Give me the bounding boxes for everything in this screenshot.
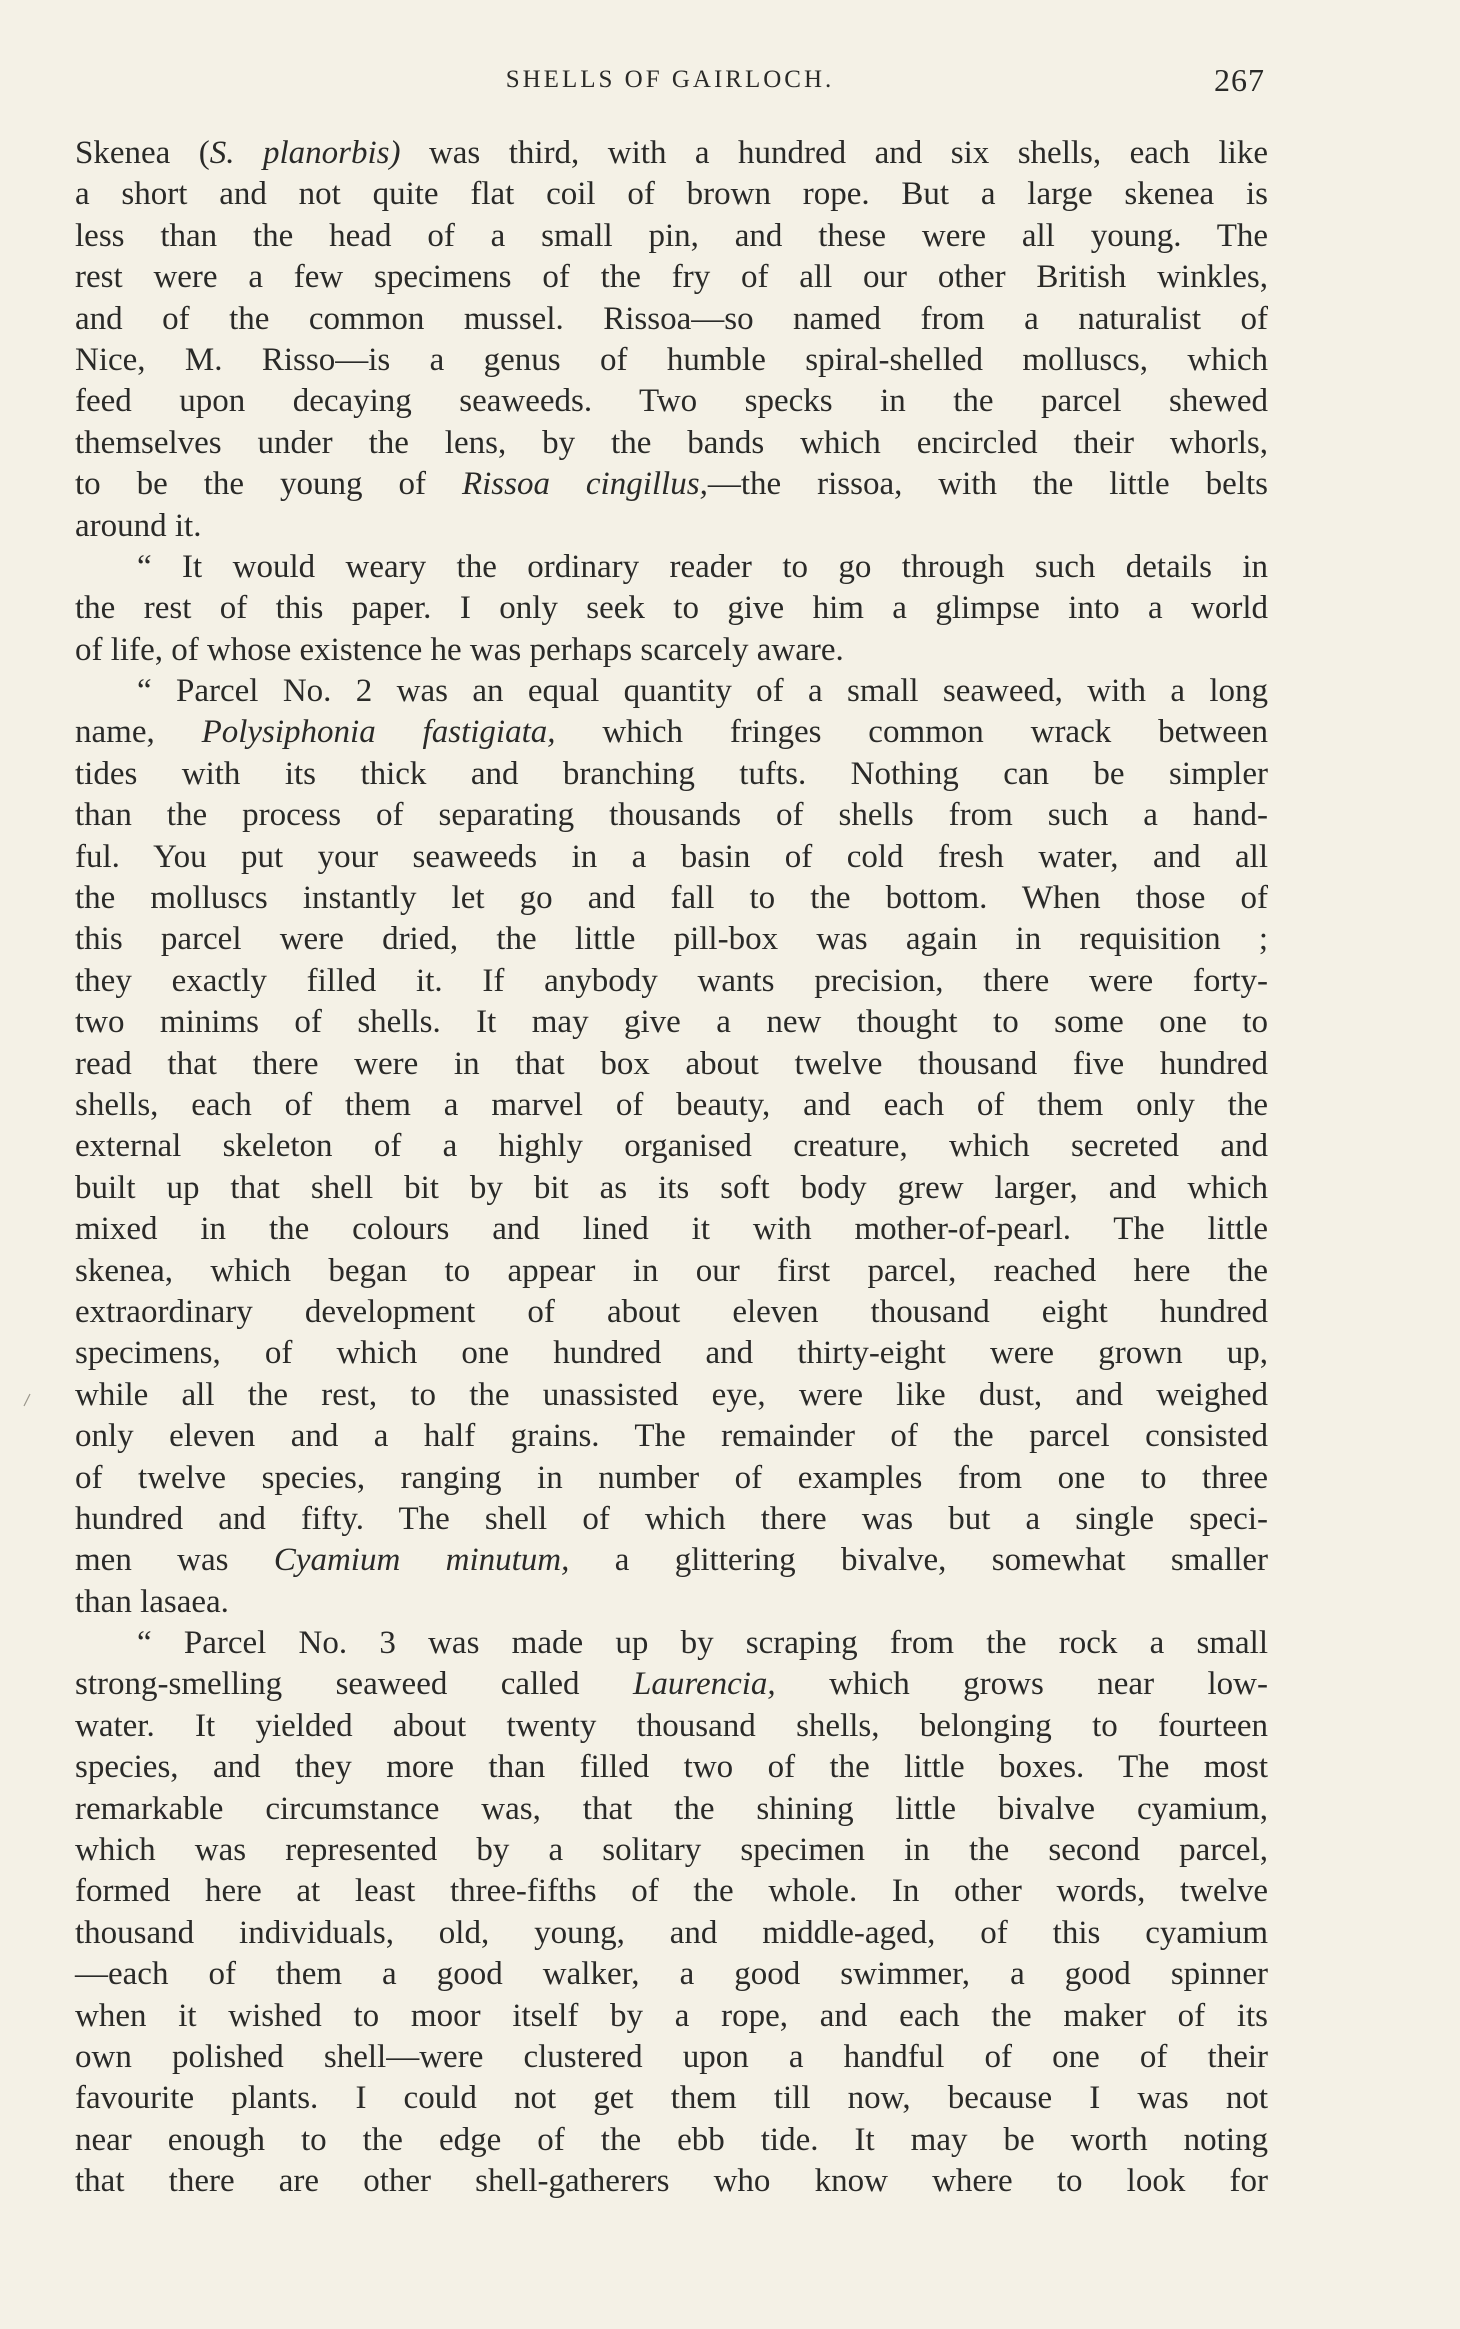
text-run: of life, of whose existence he was perhaps scarcely aware. — [75, 631, 844, 668]
italic-term: Laurencia, — [632, 1666, 776, 1703]
text-line — [75, 837, 1268, 878]
text-line — [75, 1168, 1268, 1209]
text-run: species, and they more than filled two of the little boxes. The most — [75, 1749, 1268, 1786]
text-line — [75, 1582, 1268, 1623]
text-line — [75, 754, 1268, 795]
text-run: external skeleton of a highly organised creature, which secreted and — [75, 1128, 1268, 1165]
text-run: and of the common mussel. Rissoa—so named from a naturalist of — [75, 300, 1268, 337]
text-line — [75, 2120, 1268, 2161]
text-run: Skenea ( — [75, 135, 210, 171]
text-line — [75, 1954, 1268, 1995]
text-run: around it. — [75, 507, 202, 544]
text-run: —each of them a good walker, a good swimmer, a good spinner — [75, 1956, 1268, 1993]
text-line — [75, 588, 1268, 629]
running-title: SHELLS OF GAIRLOCH. — [505, 66, 835, 93]
text-run: name, — [75, 714, 202, 751]
page-number: 267 — [1214, 62, 1265, 98]
text-line — [75, 2161, 1268, 2202]
text-line — [75, 671, 1268, 712]
text-run: which was represented by a solitary specimen in the second parcel, — [75, 1832, 1268, 1869]
text-line — [75, 133, 1268, 174]
text-line — [75, 1996, 1268, 2037]
text-run: when it wished to moor itself by a rope, and each the maker of its — [75, 1997, 1268, 2034]
text-line — [75, 1706, 1268, 1747]
text-run: formed here at least three-fifths of the whole. In other words, twelve — [75, 1873, 1268, 1910]
text-run: they exactly filled it. If anybody wants precision, there were forty- — [75, 962, 1268, 999]
italic-term: S. planorbis) — [209, 135, 401, 171]
text-run: which fringes common wrack between — [555, 714, 1269, 751]
text-line — [75, 712, 1268, 753]
text-run: strong-smelling seaweed called — [75, 1666, 633, 1703]
text-line — [75, 1416, 1268, 1457]
italic-term: Cyamium minutum, — [273, 1542, 570, 1579]
text-run: read that there were in that box about twelve thousand five hundred — [75, 1045, 1268, 1082]
text-line — [75, 1292, 1268, 1333]
text-run: mixed in the colours and lined it with mother-of-pearl. The little — [75, 1211, 1268, 1248]
text-line — [75, 961, 1268, 1002]
text-run: thousand individuals, old, young, and middle-aged, of this cyamium — [75, 1914, 1268, 1951]
text-line — [75, 2037, 1268, 2078]
text-line — [75, 2078, 1268, 2119]
text-line — [75, 1375, 1268, 1416]
running-head — [75, 62, 1265, 102]
text-line — [75, 1209, 1268, 1250]
text-run: shells, each of them a marvel of beauty, and each of them only the — [75, 1086, 1268, 1123]
text-run: “ Parcel No. 3 was made up by scraping from the rock a small — [137, 1625, 1268, 1662]
text-line — [75, 795, 1268, 836]
text-run: Nice, M. Risso—is a genus of humble spiral-shelled molluscs, which — [75, 341, 1268, 378]
text-line — [75, 919, 1268, 960]
text-line — [75, 174, 1268, 215]
text-run: was third, with a hundred and six shells, each like — [400, 135, 1268, 171]
text-line — [75, 1333, 1268, 1374]
text-run: the molluscs instantly let go and fall to the bottom. When those of — [75, 880, 1268, 917]
text-line — [75, 216, 1268, 257]
text-line — [75, 1540, 1268, 1581]
text-run: a short and not quite flat coil of brown rope. But a large skenea is — [75, 176, 1268, 213]
text-run: —the rissoa, with the little belts — [707, 466, 1268, 503]
text-run: water. It yielded about twenty thousand shells, belonging to fourteen — [75, 1707, 1268, 1744]
text-line — [75, 1002, 1268, 1043]
text-line — [75, 630, 1268, 671]
text-run: feed upon decaying seaweeds. Two specks in the parcel shewed — [75, 383, 1268, 420]
text-line — [75, 1747, 1268, 1788]
text-line — [75, 878, 1268, 919]
text-run: skenea, which began to appear in our first parcel, reached here the — [75, 1252, 1268, 1289]
text-run: ful. You put your seaweeds in a basin of cold fresh water, and all — [75, 838, 1268, 875]
text-line — [75, 1458, 1268, 1499]
text-run: less than the head of a small pin, and these were all young. The — [75, 217, 1268, 254]
text-run: rest were a few specimens of the fry of all our other British winkles, — [75, 259, 1268, 296]
text-line — [75, 1789, 1268, 1830]
body-text — [75, 133, 1268, 2203]
text-run: this parcel were dried, the little pill-box was again in requisition ; — [75, 921, 1268, 958]
text-run: “ It would weary the ordinary reader to go through such details in — [137, 548, 1268, 585]
text-run: own polished shell—were clustered upon a handful of one of their — [75, 2038, 1268, 2075]
text-line — [75, 547, 1268, 588]
text-line — [75, 1871, 1268, 1912]
italic-term: Rissoa cingillus, — [461, 466, 708, 503]
text-run: than lasaea. — [75, 1583, 229, 1620]
text-line — [75, 1499, 1268, 1540]
text-run: remarkable circumstance was, that the shining little bivalve cyamium, — [75, 1790, 1268, 1827]
text-line — [75, 1044, 1268, 1085]
text-line — [75, 340, 1268, 381]
text-line — [75, 423, 1268, 464]
text-run: tides with its thick and branching tufts. Nothing can be simpler — [75, 755, 1268, 792]
text-run: to be the young of — [75, 466, 462, 503]
text-run: only eleven and a half grains. The remainder of the parcel consisted — [75, 1418, 1268, 1455]
text-run: of twelve species, ranging in number of examples from one to three — [75, 1459, 1268, 1496]
text-line — [75, 1664, 1268, 1705]
text-line — [75, 1251, 1268, 1292]
text-line — [75, 257, 1268, 298]
margin-mark — [22, 1393, 32, 1407]
text-line — [75, 464, 1268, 505]
text-line — [75, 1913, 1268, 1954]
text-line — [75, 1830, 1268, 1871]
text-run: favourite plants. I could not get them till now, because I was not — [75, 2080, 1268, 2117]
text-line — [75, 1126, 1268, 1167]
text-run: built up that shell bit by bit as its soft body grew larger, and which — [75, 1169, 1268, 1206]
text-run: two minims of shells. It may give a new thought to some one to — [75, 1004, 1268, 1041]
text-line — [75, 506, 1268, 547]
text-run: men was — [75, 1542, 274, 1579]
text-run: near enough to the edge of the ebb tide. It may be worth noting — [75, 2121, 1268, 2158]
text-run: themselves under the lens, by the bands which encircled their whorls, — [75, 424, 1268, 461]
text-line — [75, 299, 1268, 340]
text-run: than the process of separating thousands of shells from such a hand- — [75, 797, 1268, 834]
text-line — [75, 381, 1268, 422]
text-run: extraordinary development of about eleven thousand eight hundred — [75, 1293, 1268, 1330]
text-run: specimens, of which one hundred and thirty-eight were grown up, — [75, 1335, 1268, 1372]
text-run: the rest of this paper. I only seek to give him a glimpse into a world — [75, 590, 1268, 627]
italic-term: Polysiphonia fastigiata, — [201, 714, 556, 751]
text-run: a glittering bivalve, somewhat smaller — [569, 1542, 1268, 1579]
text-run: that there are other shell-gatherers who know where to look for — [75, 2163, 1268, 2200]
text-run: which grows near low- — [775, 1666, 1268, 1703]
text-run: “ Parcel No. 2 was an equal quantity of a small seaweed, with a long — [137, 673, 1268, 710]
text-run: while all the rest, to the unassisted eye, were like dust, and weighed — [75, 1376, 1268, 1413]
text-line — [75, 1623, 1268, 1664]
text-run: hundred and fifty. The shell of which there was but a single speci- — [75, 1500, 1268, 1537]
text-line — [75, 1085, 1268, 1126]
